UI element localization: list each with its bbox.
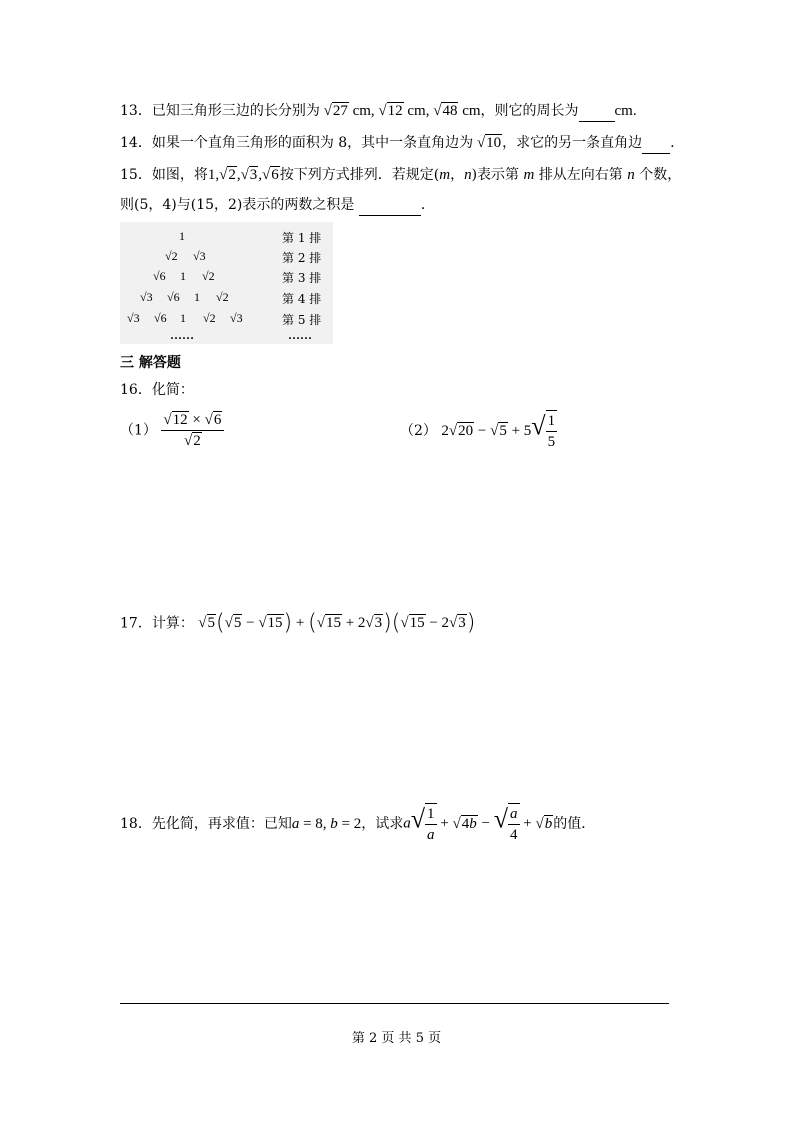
q14-text-c: .: [670, 135, 675, 151]
fig-cell: √3: [140, 290, 153, 304]
sqrt-48: √48: [433, 103, 458, 119]
answer-blank[interactable]: [642, 133, 670, 154]
q15-text-b: 按下列方式排列．若规定(: [279, 167, 440, 183]
expression: √5(√5 − √15) + (√15 + 2√3)(√15 − 2√3): [198, 610, 476, 636]
sqrt-10: √10: [476, 135, 502, 151]
fig-cell: 1: [179, 229, 185, 243]
q13-text-a: 已知三角形三边的长分别为: [151, 103, 320, 119]
q14-text-b: ，求它的另一条直角边: [502, 135, 643, 151]
unit: cm,: [352, 103, 375, 119]
answer-blank[interactable]: [359, 195, 421, 216]
comma: ，: [450, 167, 465, 183]
unit: cm: [462, 103, 481, 119]
fig-cell: √2: [203, 311, 216, 325]
fig-ellipsis: ……: [170, 328, 194, 342]
question-17: [120, 610, 476, 636]
q18-text-b: ，试求: [361, 816, 404, 832]
page-number: 第 2 页 共 5 页: [351, 1031, 442, 1046]
fig-cell: √2: [216, 290, 229, 304]
q15-text-a: 如图，将: [151, 167, 208, 183]
question-16: [120, 380, 194, 400]
fig-cell: √6: [167, 290, 180, 304]
q15-line2-b: ．: [420, 197, 435, 213]
fig-cell: √6: [154, 311, 167, 325]
fig-cell: √3: [230, 311, 243, 325]
q17-number: 17．: [120, 615, 152, 632]
answer-blank[interactable]: [579, 101, 615, 122]
fig-row-label: 第 2 排: [282, 251, 322, 265]
q16-p2-label: （2）: [400, 423, 437, 439]
q15-line2-a: 则(5，4)与(15，2)表示的两数之积是: [120, 197, 355, 213]
var-m: m: [439, 167, 451, 183]
q18-text-a: 先化简，再求值：已知: [151, 816, 292, 832]
expression: a√ $\frac{1}{a}$ + √4b − √ $\frac{a}{4}$ + √b: [403, 804, 553, 843]
fig-cell: √3: [127, 311, 140, 325]
sqrt-27: √27: [323, 103, 348, 119]
q13-text-c: cm.: [614, 103, 637, 119]
q15-number: 15．: [120, 167, 152, 183]
fig-row-label: 第 4 排: [282, 292, 322, 306]
fig-cell: √3: [193, 249, 206, 263]
var-n: n: [627, 167, 635, 183]
question-13: [120, 101, 637, 122]
q16-number: 16．: [120, 382, 152, 398]
section-title: 三 解答题: [120, 355, 181, 371]
fig-cell: 1: [180, 311, 186, 325]
q13-text-b: ，则它的周长为: [480, 103, 579, 119]
question-14: [120, 133, 675, 154]
sqrt-fraction: √ $\frac{1}{5}$: [531, 411, 556, 450]
arrangement-figure: [120, 222, 333, 344]
q18-text-c: 的值．: [553, 816, 596, 832]
sqrt-12: √12: [378, 103, 403, 119]
q16-part-1: [120, 410, 224, 451]
fig-row-label: 第 1 排: [282, 231, 322, 245]
fig-cell: 1: [194, 290, 200, 304]
q16-p1-label: （1）: [120, 422, 157, 439]
fig-cell: 1: [180, 269, 186, 283]
q17-title: 计算：: [151, 615, 194, 632]
fig-row-label: 第 3 排: [282, 271, 322, 285]
question-15-line2: [120, 195, 435, 216]
q18-number: 18．: [120, 816, 152, 832]
unit: cm,: [407, 103, 430, 119]
fig-cell: √2: [202, 269, 215, 283]
q14-number: 14．: [120, 135, 152, 151]
var-n: n: [464, 167, 472, 183]
var-m: m: [523, 167, 535, 183]
question-18: 18．先化简，再求值：已知a = 8, b = 2，试求a√ $\frac{1}{a}$ + √4b − √ $\frac{a}{4}$ + √b的值．: [120, 804, 596, 843]
question-15: [120, 165, 681, 185]
fig-cell: √6: [153, 269, 166, 283]
q16-part-2: （2） 2√20 − √5 + 5√ $\frac{1}{5}$: [400, 411, 556, 450]
footer-divider: [120, 1003, 669, 1004]
q13-number: 13．: [120, 103, 152, 119]
q15-text-d: 排从左向右第: [538, 167, 623, 183]
q16-title: 化简：: [151, 382, 194, 398]
fig-row-label: 第 5 排: [282, 313, 322, 327]
fraction: $\frac{√12 \times √6}{√2}$: [161, 410, 224, 451]
fig-cell: √2: [165, 249, 178, 263]
q15-text-e: 个数，: [639, 167, 682, 183]
number-sequence: 1,√2,√3,√6: [207, 167, 279, 183]
q14-text-a: 如果一个直角三角形的面积为 8，其中一条直角边为: [151, 135, 474, 151]
q15-text-c: )表示第: [471, 167, 520, 183]
fig-ellipsis: ……: [288, 328, 312, 342]
